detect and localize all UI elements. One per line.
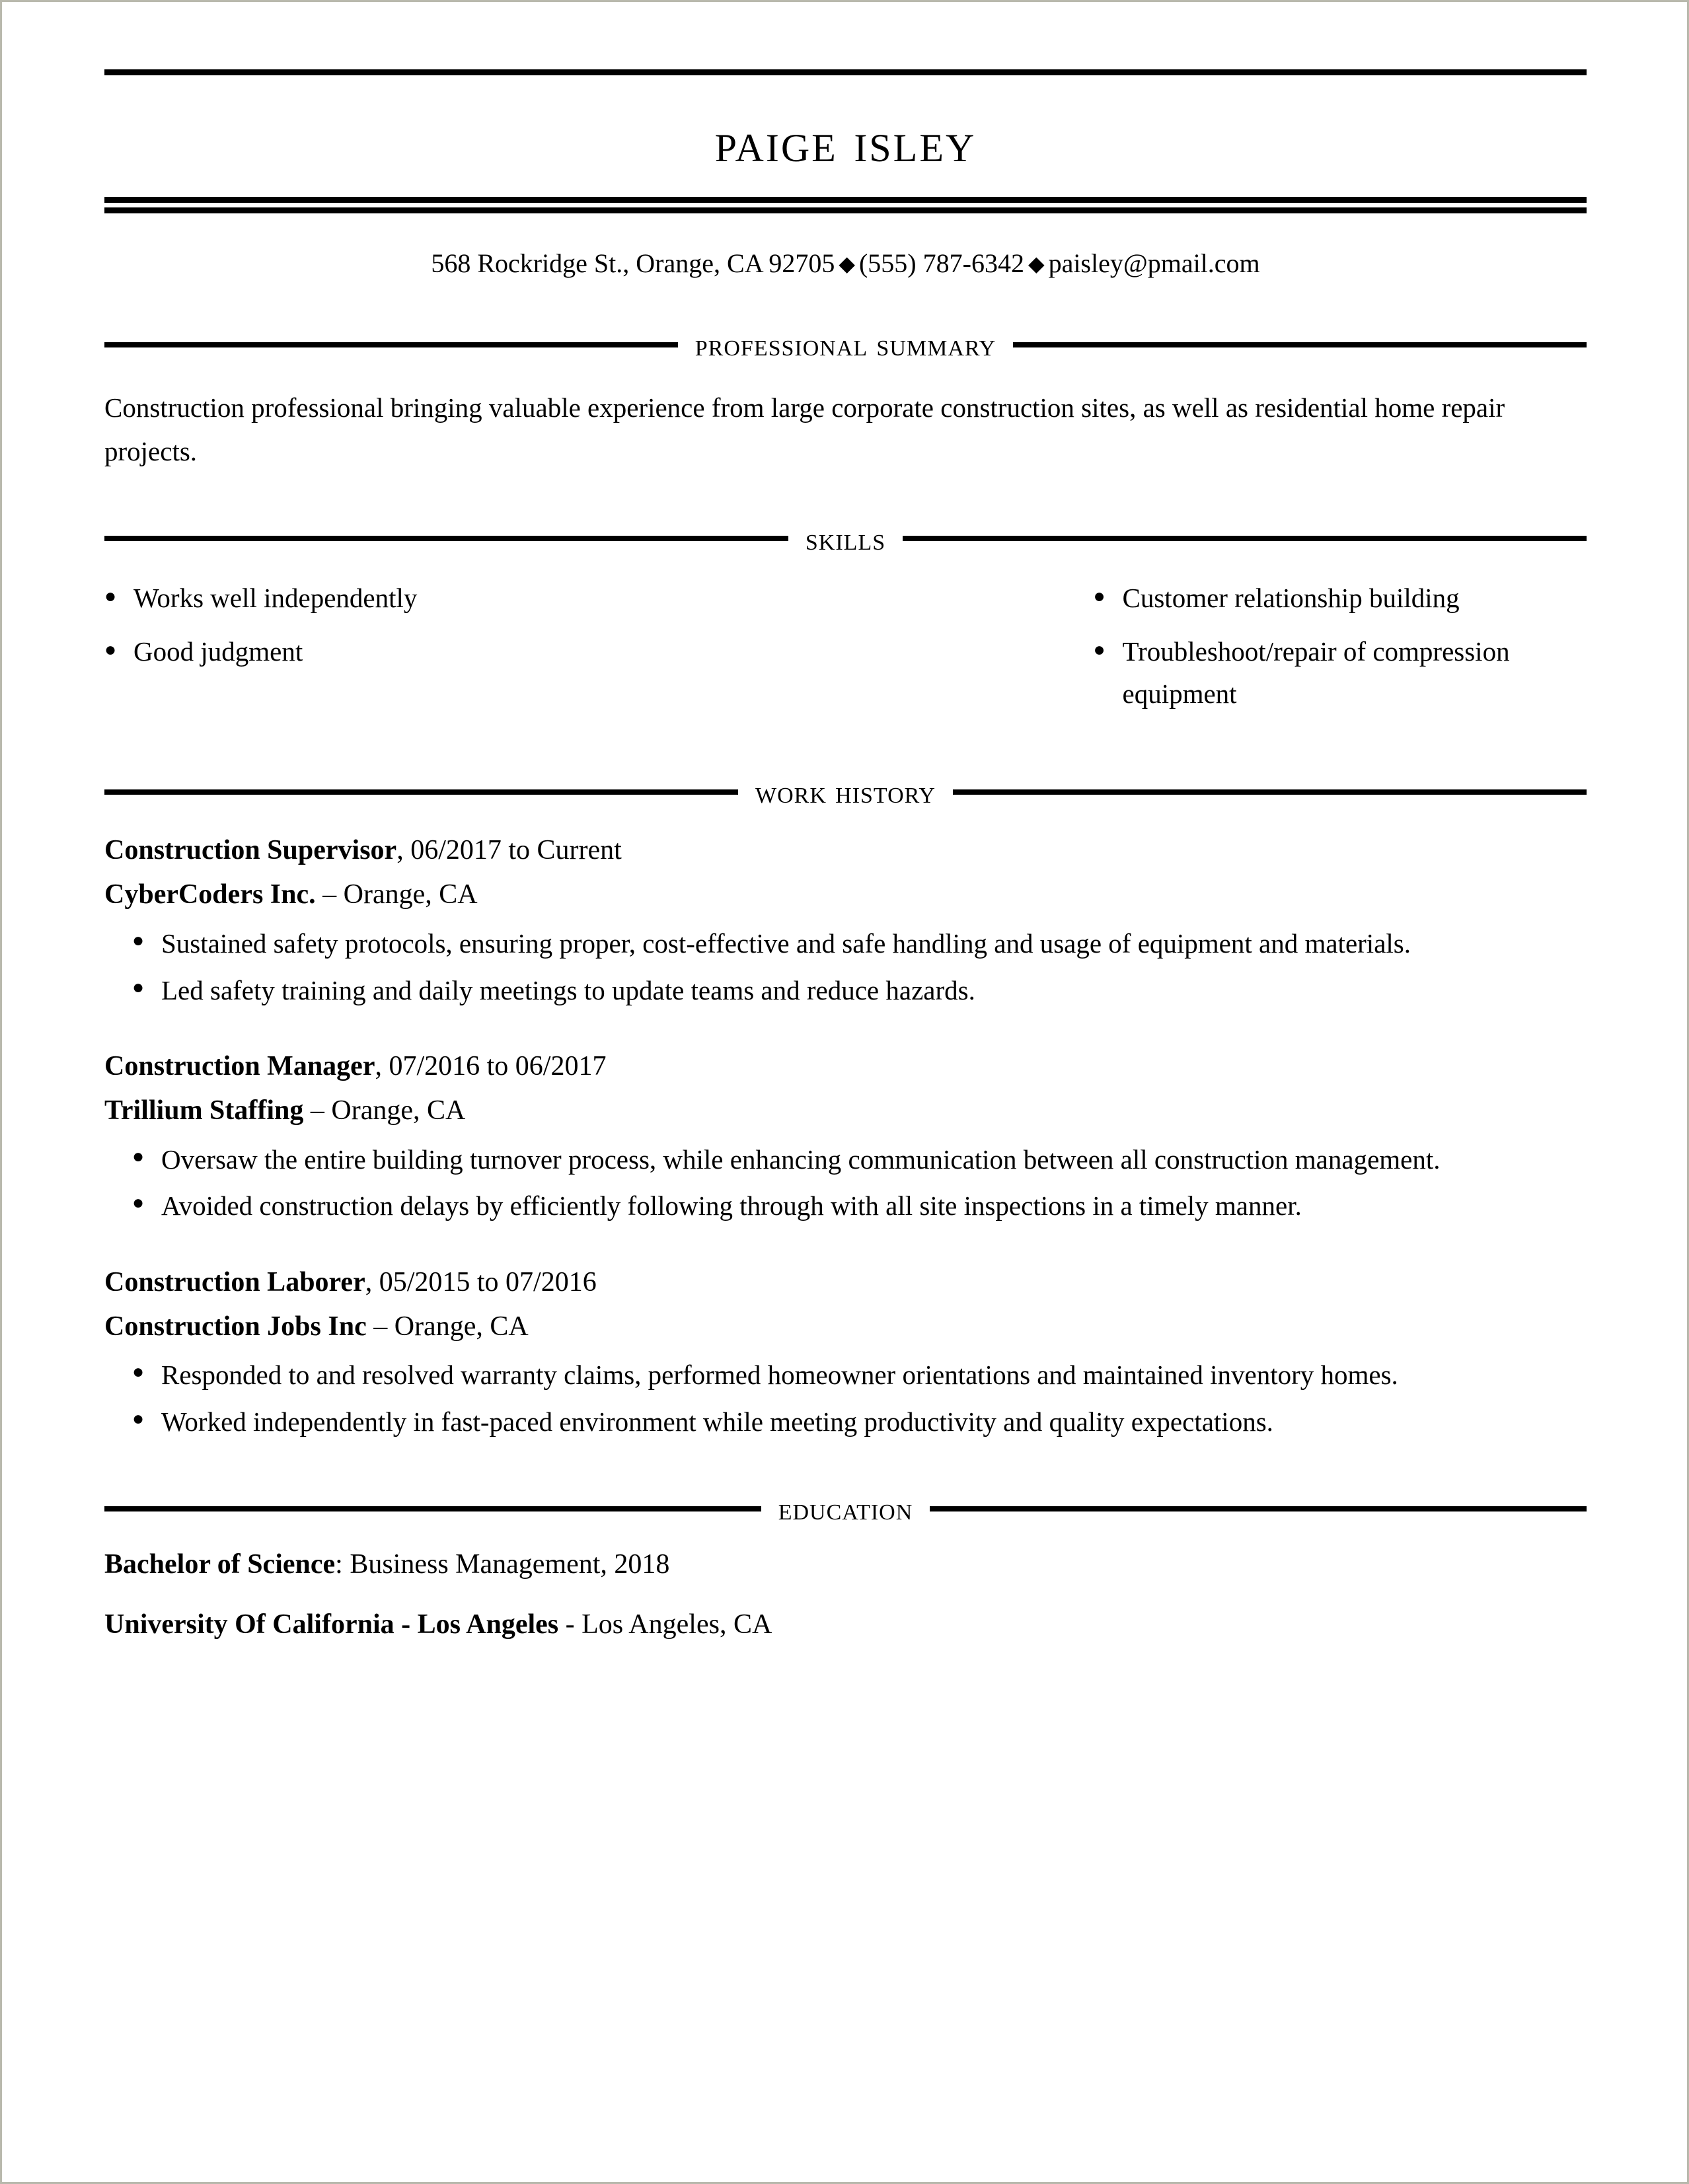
job-title: Construction Laborer: [104, 1266, 365, 1297]
company-name: Construction Jobs Inc: [104, 1311, 367, 1342]
job-title-line: [104, 830, 1587, 871]
company-name: CyberCoders Inc.: [104, 879, 316, 910]
skills-column-right: [846, 577, 1587, 727]
section-header-education: [104, 1492, 1587, 1525]
bullet-icon: ●: [1093, 639, 1106, 661]
diamond-separator-icon-2: ◆: [1028, 252, 1045, 275]
list-item: [104, 922, 1587, 965]
skills-column-left: [104, 577, 846, 727]
section-title-education: education: [778, 1490, 913, 1527]
section-header-work-history: [104, 774, 1587, 811]
resume-content: [104, 2, 1587, 1645]
list-item: [1094, 577, 1587, 620]
work-entry: [104, 1046, 1587, 1228]
skill-label: Troubleshoot/repair of compression equipment: [1122, 636, 1510, 709]
section-header-skills: [104, 520, 1587, 557]
degree-detail: : Business Management, 2018: [335, 1549, 670, 1580]
header-rule-gap: [104, 203, 1587, 207]
section-rule-right: [953, 789, 1587, 795]
contact-line: [104, 248, 1587, 279]
job-dates: , 05/2015 to 07/2016: [365, 1266, 597, 1297]
bullet-text: Sustained safety protocols, ensuring proper, cost-effective and safe handling and usage of equipment and materials.: [161, 928, 1411, 959]
job-company-line: [104, 1307, 1587, 1347]
section-header-summary: [104, 328, 1587, 361]
education-entries: [104, 1545, 1587, 1645]
job-bullets: [104, 922, 1587, 1012]
contact-phone: (555) 787-6342: [858, 248, 1024, 278]
section-title-summary: professional summary: [694, 326, 996, 363]
work-entry: [104, 830, 1587, 1012]
section-rule-right: [930, 1506, 1587, 1511]
list-item: [104, 1400, 1587, 1443]
header-rule-upper: [104, 197, 1587, 203]
job-title-line: [104, 1262, 1587, 1303]
bullet-icon: ●: [132, 976, 145, 998]
job-bullets: [104, 1138, 1587, 1228]
list-item: [104, 631, 846, 673]
list-item: [104, 1353, 1587, 1397]
job-bullets: [104, 1353, 1587, 1443]
job-dates: , 06/2017 to Current: [396, 835, 622, 866]
list-item: [104, 1138, 1587, 1181]
bullet-icon: ●: [132, 1145, 145, 1167]
contact-email: paisley@pmail.com: [1048, 248, 1260, 278]
company-location: – Orange, CA: [366, 1311, 529, 1342]
company-location: – Orange, CA: [303, 1095, 466, 1126]
section-rule-right: [903, 536, 1587, 541]
section-rule-left: [104, 789, 738, 795]
header-top-rule: [104, 69, 1587, 75]
list-item: [1094, 631, 1587, 715]
bullet-icon: ●: [104, 585, 117, 607]
job-title: Construction Supervisor: [104, 835, 397, 866]
page-title: paige isley: [714, 110, 977, 174]
list-item: [104, 968, 1587, 1012]
section-rule-left: [104, 1506, 761, 1511]
skill-label: Customer relationship building: [1122, 582, 1460, 613]
diamond-separator-icon: ◆: [839, 252, 855, 275]
bullet-text: Oversaw the entire building turnover process, while enhancing communication between all construction management.: [161, 1144, 1441, 1175]
summary-text: Construction professional bringing valuable experience from large corporate construction sites, as well as residential home repair projects.: [104, 392, 1505, 467]
job-company-line: [104, 875, 1587, 915]
section-title-skills: skills: [805, 520, 886, 557]
job-title-line: [104, 1046, 1587, 1087]
bullet-text: Led safety training and daily meetings to update teams and reduce hazards.: [161, 974, 975, 1005]
bullet-icon: ●: [1093, 585, 1106, 607]
education-entry: [104, 1605, 1587, 1645]
bullet-text: Avoided construction delays by efficiently following through with all site inspections in a timely manner.: [161, 1190, 1302, 1221]
section-rule-left: [104, 536, 788, 541]
contact-address: 568 Rockridge St., Orange, CA 92705: [431, 248, 835, 278]
skill-label: Works well independently: [133, 582, 418, 613]
bullet-text: Worked independently in fast-paced environment while meeting productivity and quality expectations.: [161, 1406, 1273, 1437]
job-title: Construction Manager: [104, 1051, 375, 1082]
header-rule-lower: [104, 207, 1587, 213]
section-title-work-history: work history: [755, 774, 936, 811]
degree-name: Bachelor of Science: [104, 1549, 336, 1580]
company-location: – Orange, CA: [315, 879, 478, 910]
list-item: [104, 1184, 1587, 1227]
company-name: Trillium Staffing: [104, 1095, 304, 1126]
header-double-rule: [104, 197, 1587, 213]
bullet-icon: ●: [132, 1361, 145, 1383]
bullet-icon: ●: [132, 1192, 145, 1214]
education-entry: [104, 1545, 1587, 1585]
section-rule-right: [1013, 342, 1587, 347]
bullet-icon: ●: [132, 929, 145, 952]
section-rule-left: [104, 342, 678, 347]
bullet-text: Responded to and resolved warranty claims, performed homeowner orientations and maintained inventory homes.: [161, 1360, 1398, 1391]
list-item: [104, 577, 846, 620]
skill-label: Good judgment: [133, 636, 303, 667]
skills-columns: [104, 577, 1587, 727]
bullet-icon: ●: [104, 639, 117, 661]
job-company-line: [104, 1091, 1587, 1131]
school-location: - Los Angeles, CA: [558, 1609, 772, 1640]
work-entry: [104, 1262, 1587, 1444]
bullet-icon: ●: [132, 1407, 145, 1430]
job-dates: , 07/2016 to 06/2017: [375, 1051, 607, 1082]
school-name: University Of California - Los Angeles: [104, 1609, 559, 1640]
